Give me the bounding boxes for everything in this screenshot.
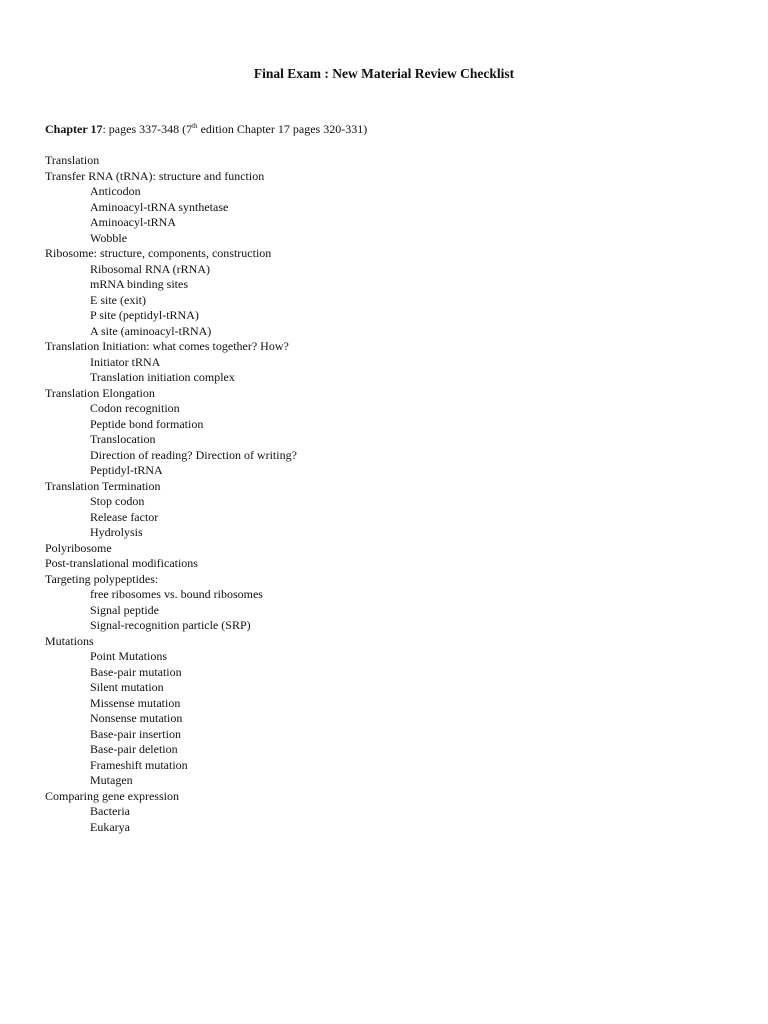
outline-subtopic: Direction of reading? Direction of writing?: [90, 447, 297, 462]
outline-subtopic: Base-pair mutation: [90, 664, 182, 679]
outline-subtopic: Signal-recognition particle (SRP): [90, 618, 251, 632]
outline-topic: Translation Termination: [45, 478, 161, 493]
outline-subtopic: Peptidyl-tRNA: [90, 463, 163, 477]
outline-subtopic: Point Mutations: [90, 649, 168, 663]
outline-subtopic: Initiator tRNA: [90, 354, 161, 369]
outline-subtopic: Ribosomal RNA (rRNA): [90, 261, 210, 276]
outline-subtopic: E site (exit): [90, 292, 146, 307]
outline-subtopic: Signal peptide: [90, 602, 159, 617]
outline-subtopic: Hydrolysis: [90, 525, 143, 539]
outline-topic: Transfer RNA (tRNA): structure and function: [45, 168, 265, 183]
outline-topic: Translation Elongation: [45, 385, 155, 400]
outline-topic: Comparing gene expression: [45, 788, 179, 803]
outline-subtopic: Bacteria: [90, 804, 130, 818]
outline-subtopic: Silent mutation: [90, 680, 164, 694]
outline-subtopic: Wobble: [90, 230, 128, 245]
outline-subtopic: Peptide bond formation: [90, 416, 204, 431]
outline-subtopic: Nonsense mutation: [90, 711, 183, 725]
outline-topic: Post-translational modifications: [45, 556, 198, 570]
outline-topic: Polyribosome: [45, 540, 112, 555]
outline-subtopic: Base-pair deletion: [90, 742, 178, 756]
outline-subtopic: mRNA binding sites: [90, 277, 189, 291]
outline-subtopic: free ribosomes vs. bound ribosomes: [90, 587, 263, 601]
outline-topic: Translation: [45, 153, 100, 167]
outline-subtopic: Anticodon: [90, 184, 141, 198]
outline-subtopic: Base-pair insertion: [90, 726, 181, 741]
outline-subtopic: A site (aminoacyl-tRNA): [90, 323, 212, 338]
outline-subtopic: Frameshift mutation: [90, 757, 188, 772]
outline-subtopic: Aminoacyl-tRNA: [90, 215, 176, 229]
outline-subtopic: Translation initiation complex: [90, 370, 235, 384]
outline-topic: Mutations: [45, 633, 94, 648]
chapter-edition-pages: edition Chapter 17 pages 320-331): [197, 122, 368, 136]
outline-topic: Ribosome: structure, components, construction: [45, 246, 272, 260]
outline-topic: Translation Initiation: what comes together? How?: [45, 339, 289, 353]
chapter-pages: : pages 337-348 (7: [102, 122, 193, 136]
edition-superscript: th: [192, 122, 198, 130]
outline-topic: Targeting polypeptides:: [45, 571, 159, 586]
outline-subtopic: Mutagen: [90, 773, 133, 787]
outline-subtopic: Missense mutation: [90, 695, 181, 710]
outline-subtopic: Translocation: [90, 432, 156, 446]
outline-subtopic: P site (peptidyl-tRNA): [90, 308, 199, 322]
outline-subtopic: Codon recognition: [90, 401, 180, 415]
outline-subtopic: Release factor: [90, 509, 159, 524]
document-title: Final Exam : New Material Review Checklist: [253, 66, 515, 81]
outline-subtopic: Aminoacyl-tRNA synthetase: [90, 199, 229, 214]
topic-outline: [45, 153, 297, 835]
outline-subtopic: Eukarya: [90, 819, 130, 834]
chapter-heading: [45, 122, 367, 137]
outline-subtopic: Stop codon: [90, 494, 145, 508]
chapter-label: Chapter 17: [45, 122, 103, 136]
